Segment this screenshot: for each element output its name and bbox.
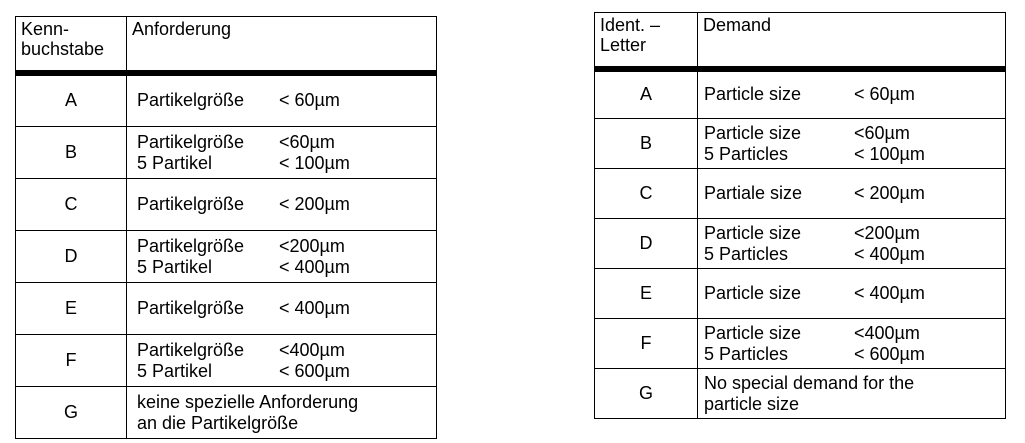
code-letter-cell: E: [595, 269, 698, 319]
requirement-line: [704, 144, 1005, 165]
requirement-line: [137, 298, 436, 319]
table-row: [16, 231, 437, 283]
requirement-label: Particle size: [704, 84, 802, 105]
requirement-line: [137, 194, 436, 215]
table-row: [16, 73, 437, 127]
table-row: [595, 219, 1006, 269]
requirement-line: [137, 340, 436, 361]
table-row: [595, 169, 1006, 219]
code-letter-cell: D: [16, 231, 127, 283]
table-row: [16, 335, 437, 387]
table-row: [16, 179, 437, 231]
header-row: [16, 17, 437, 73]
requirement-label: keine spezielle Anforderung: [137, 391, 359, 412]
code-letter-cell: C: [595, 169, 698, 219]
requirement-label: Partikelgröße: [137, 298, 245, 318]
requirement-label: 5 Partikel: [137, 256, 213, 277]
table-row: [595, 69, 1006, 119]
requirement-cell: [698, 369, 1006, 419]
requirement-line: [704, 373, 1005, 394]
requirement-line: [704, 283, 1005, 304]
requirement-line: [137, 153, 436, 174]
requirement-label: Partikelgröße: [137, 90, 245, 111]
requirement-value: < 60µm: [279, 90, 340, 111]
table-row: [595, 269, 1006, 319]
requirement-value: < 600µm: [854, 343, 925, 364]
table-row: [595, 369, 1006, 419]
requirement-line: [704, 244, 1005, 265]
requirement-label: Partikelgröße: [137, 235, 245, 256]
requirement-value: <60µm: [854, 122, 910, 143]
table-row: [595, 119, 1006, 169]
code-letter-cell: A: [16, 73, 127, 127]
requirement-value: < 400µm: [279, 298, 350, 318]
requirement-cell: [127, 179, 437, 231]
requirement-cell: [698, 169, 1006, 219]
code-letter-cell: B: [595, 119, 698, 169]
table-row: [595, 319, 1006, 369]
requirement-cell: [127, 335, 437, 387]
requirement-line: [704, 323, 1005, 344]
requirement-label: 5 Partikel: [137, 152, 213, 173]
requirement-label: Partikelgröße: [137, 339, 245, 360]
code-letter-cell: E: [16, 283, 127, 335]
requirement-line: [704, 84, 1005, 105]
requirement-label: Particle size: [704, 322, 802, 343]
requirement-label: 5 Particles: [704, 343, 789, 364]
requirement-label: an die Partikelgröße: [137, 412, 299, 433]
requirement-value: < 400µm: [854, 243, 925, 264]
requirement-label: 5 Particles: [704, 143, 789, 164]
requirement-value: <400µm: [279, 339, 345, 360]
table-row: [16, 387, 437, 439]
requirement-line: [137, 413, 436, 434]
requirement-label: Partiale size: [704, 183, 803, 203]
requirement-cell: [127, 231, 437, 283]
requirement-value: < 600µm: [279, 360, 350, 381]
requirement-cell: [127, 387, 437, 439]
requirement-value: < 60µm: [854, 84, 915, 105]
requirement-cell: [127, 73, 437, 127]
requirement-cell: [127, 283, 437, 335]
requirement-line: [704, 394, 1005, 415]
requirement-value: < 200µm: [279, 194, 350, 214]
header-demand: Demand: [698, 13, 1006, 69]
table-row: [16, 127, 437, 179]
requirement-label: particle size: [704, 393, 800, 414]
requirement-value: < 100µm: [854, 143, 925, 164]
table-row: [16, 283, 437, 335]
code-letter-cell: G: [16, 387, 127, 439]
requirement-value: < 100µm: [279, 152, 350, 173]
requirement-line: [137, 236, 436, 257]
german-requirements-table: [15, 16, 437, 439]
requirement-line: [137, 257, 436, 278]
requirement-line: [137, 90, 436, 111]
code-letter-cell: F: [16, 335, 127, 387]
requirement-label: Particle size: [704, 222, 802, 243]
code-letter-cell: C: [16, 179, 127, 231]
english-requirements-table: [594, 12, 1006, 419]
header-code-letter: Kenn- buchstabe: [16, 17, 127, 73]
requirement-line: [704, 183, 1005, 204]
requirement-label: Partikelgröße: [137, 131, 245, 152]
code-letter-cell: G: [595, 369, 698, 419]
requirement-line: [137, 392, 436, 413]
header-requirement: Anforderung: [127, 17, 437, 73]
requirement-line: [704, 123, 1005, 144]
requirement-label: Particle size: [704, 283, 802, 303]
requirement-line: [137, 132, 436, 153]
code-letter-cell: A: [595, 69, 698, 119]
requirement-line: [137, 361, 436, 382]
requirement-label: 5 Partikel: [137, 360, 213, 381]
requirement-value: < 400µm: [279, 256, 350, 277]
requirement-label: Partikelgröße: [137, 194, 245, 214]
requirement-value: <200µm: [854, 222, 920, 243]
requirement-cell: [698, 219, 1006, 269]
table-body: [595, 69, 1006, 419]
requirement-label: Particle size: [704, 122, 802, 143]
requirement-line: [704, 344, 1005, 365]
requirement-cell: [127, 127, 437, 179]
requirement-cell: [698, 319, 1006, 369]
code-letter-cell: D: [595, 219, 698, 269]
requirement-value: <200µm: [279, 235, 345, 256]
requirement-label: 5 Particles: [704, 243, 789, 264]
requirement-cell: [698, 69, 1006, 119]
requirement-cell: [698, 119, 1006, 169]
header-row: [595, 13, 1006, 69]
requirement-value: < 200µm: [854, 183, 925, 203]
requirement-label: No special demand for the: [704, 372, 915, 393]
requirement-value: < 400µm: [854, 283, 925, 303]
requirement-line: [704, 223, 1005, 244]
code-letter-cell: B: [16, 127, 127, 179]
requirement-cell: [698, 269, 1006, 319]
requirement-value: <60µm: [279, 131, 335, 152]
requirement-value: <400µm: [854, 322, 920, 343]
table-body: [16, 73, 437, 439]
header-ident-letter: Ident. – Letter: [595, 13, 698, 69]
code-letter-cell: F: [595, 319, 698, 369]
